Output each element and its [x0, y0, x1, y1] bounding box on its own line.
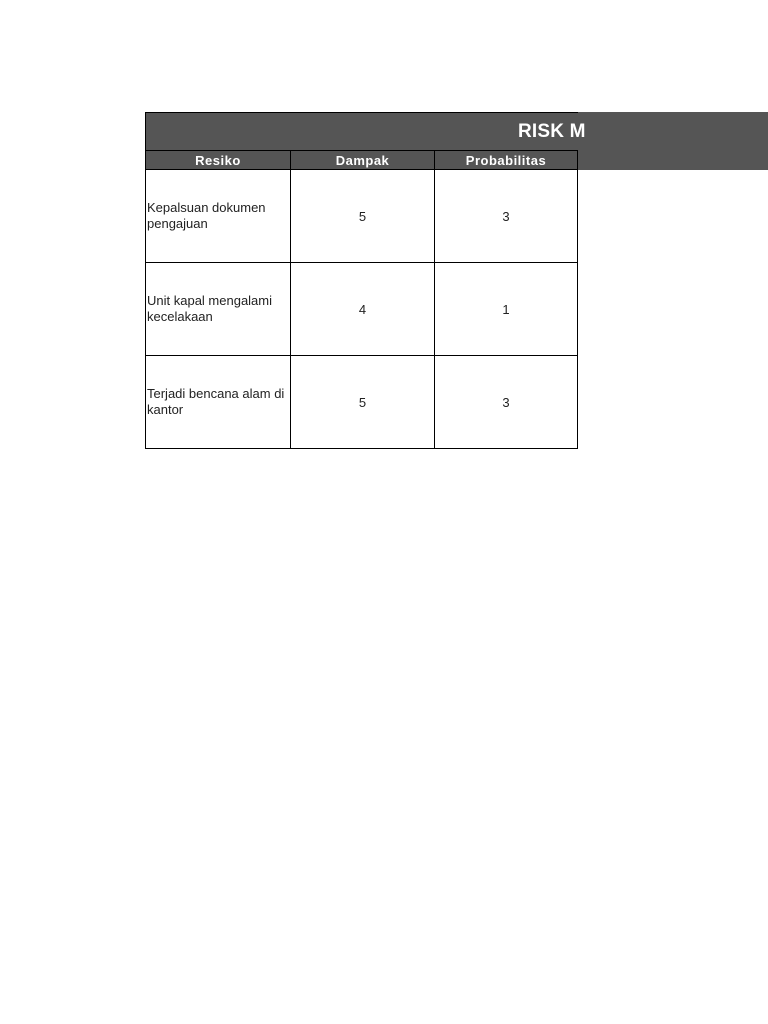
cell-resiko — [145, 170, 290, 263]
cell-resiko-text: Kepalsuan dokumen pengajuan — [147, 200, 266, 231]
cell-dampak: 5 — [290, 356, 434, 449]
cell-resiko-text: Terjadi bencana alam di kantor — [147, 386, 285, 417]
table-row — [145, 170, 578, 263]
risk-table — [145, 150, 578, 449]
cell-resiko-text: Unit kapal mengalami kecelakaan — [147, 293, 273, 324]
column-header-resiko: Resiko — [145, 151, 290, 170]
cell-probabilitas: 3 — [434, 170, 578, 263]
table-header-row — [145, 150, 578, 170]
table-row — [145, 356, 578, 449]
cell-resiko — [145, 356, 290, 449]
cell-dampak: 5 — [290, 170, 434, 263]
column-header-probabilitas: Probabilitas — [434, 151, 578, 170]
column-header-dampak: Dampak — [290, 151, 434, 170]
cell-dampak: 4 — [290, 263, 434, 356]
page-title: RISK M — [518, 121, 586, 142]
table-row — [145, 263, 578, 356]
cell-probabilitas: 3 — [434, 356, 578, 449]
cell-probabilitas: 1 — [434, 263, 578, 356]
title-clip — [145, 112, 586, 150]
cell-resiko — [145, 263, 290, 356]
